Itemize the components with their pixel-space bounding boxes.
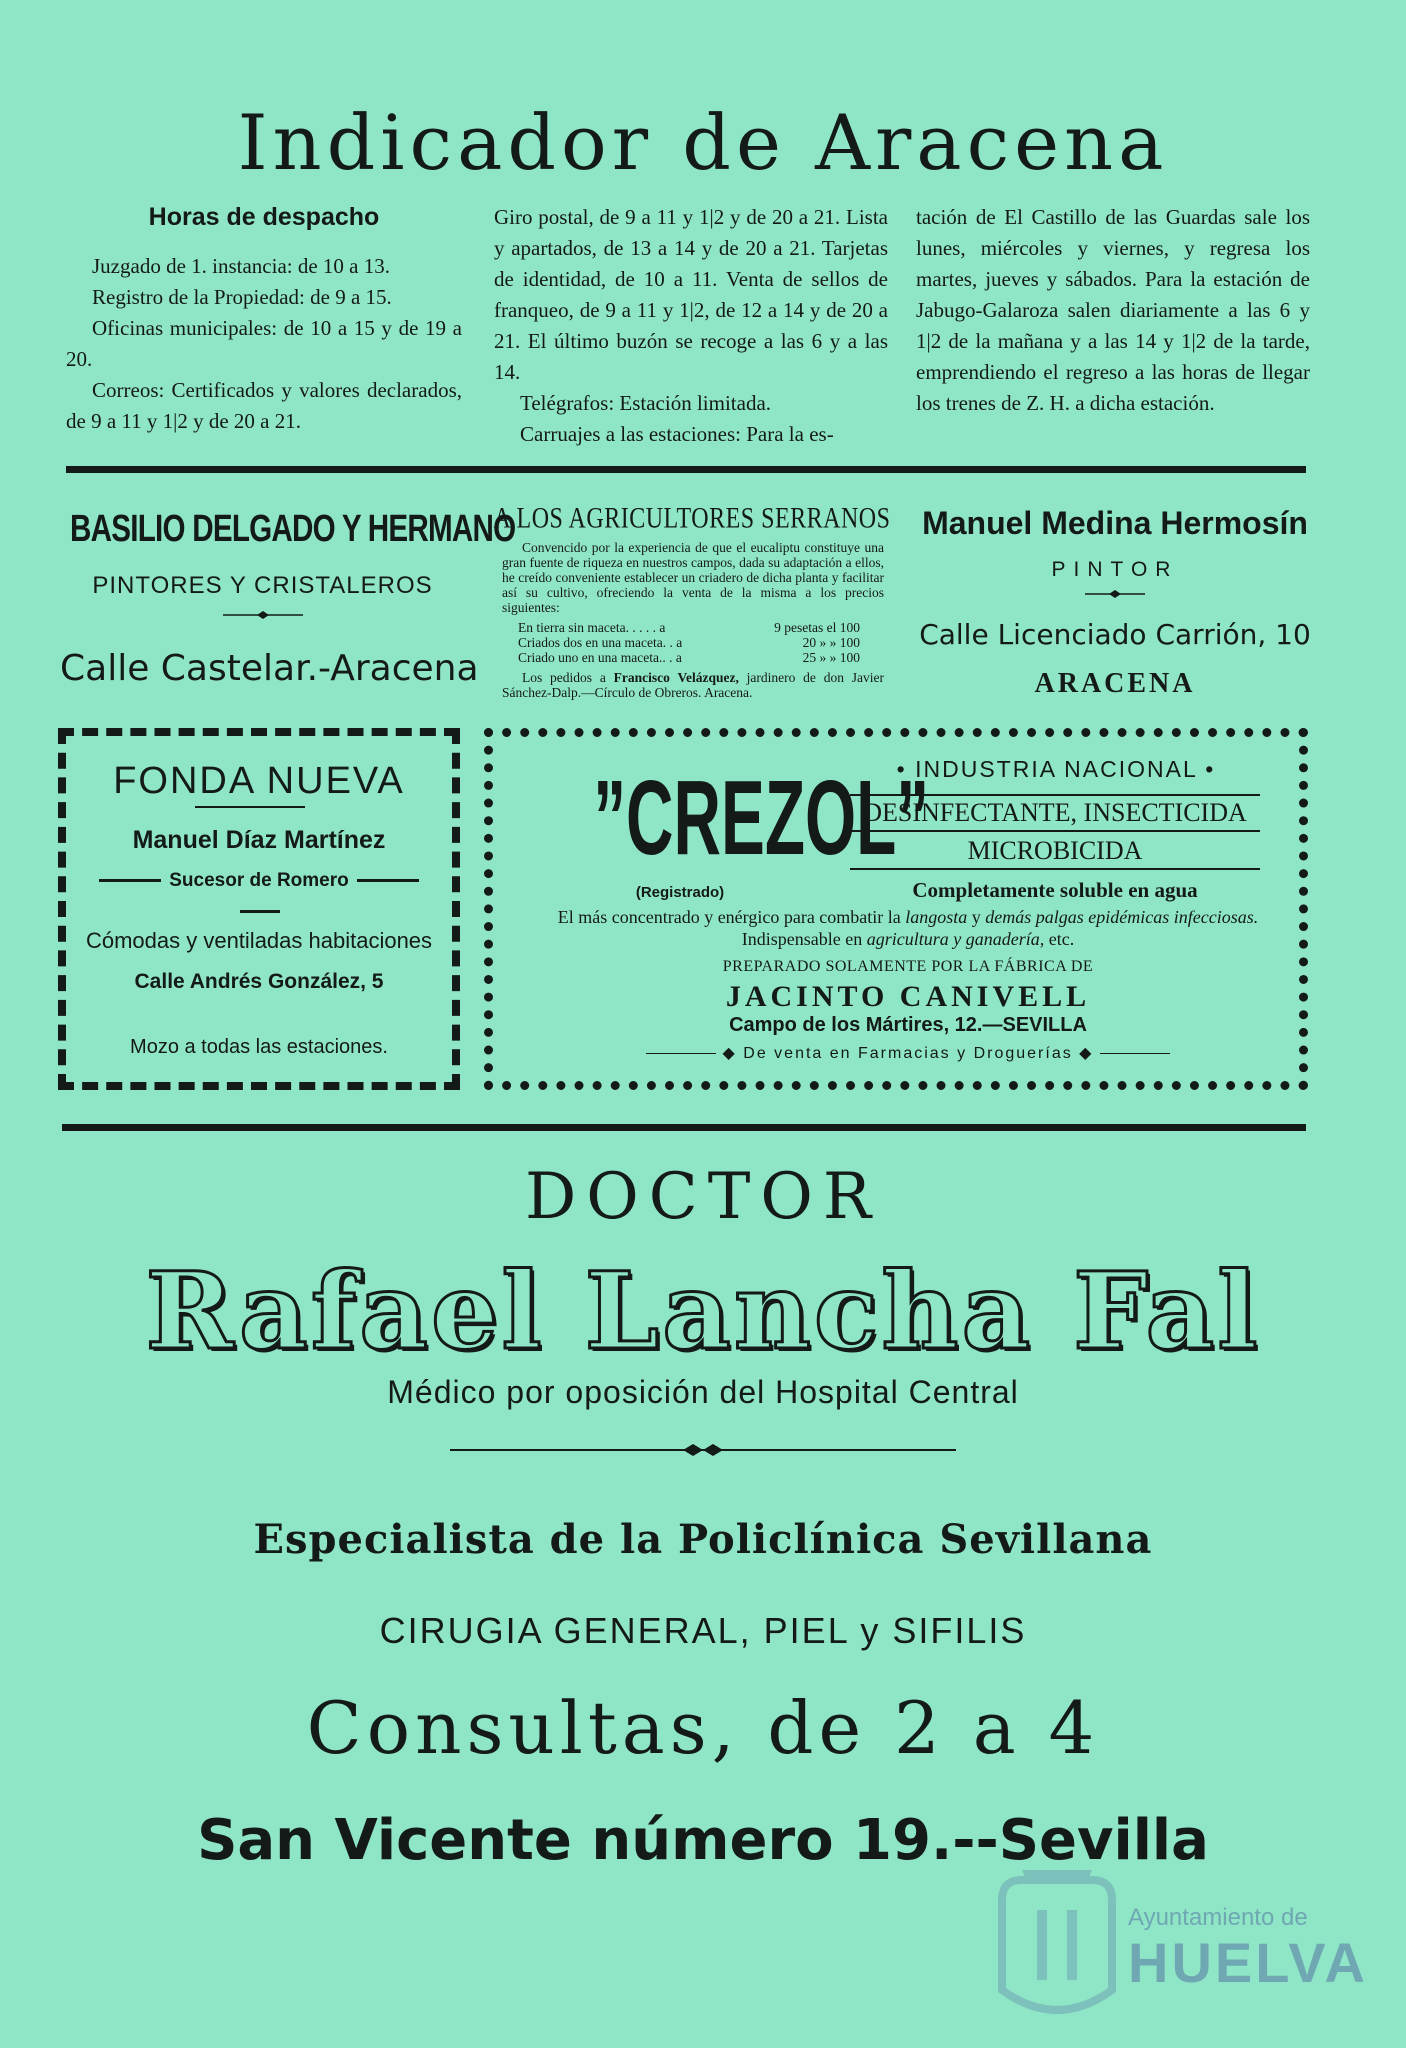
medina-city: ARACENA bbox=[1034, 668, 1196, 699]
agricultores-footer bbox=[502, 670, 884, 700]
horas-registro: Registro de la Propiedad: de 9 a 15. bbox=[92, 285, 392, 309]
price-row bbox=[518, 635, 860, 650]
price-label: Criado uno en una maceta.. . a bbox=[518, 650, 682, 665]
desc-italic: agricultura y ganadería, bbox=[866, 929, 1045, 949]
crezol-sale-text: De venta en Farmacias y Droguerías bbox=[743, 1045, 1073, 1062]
watermark-top: Ayuntamiento de bbox=[1128, 1904, 1308, 1931]
ornament-icon bbox=[910, 586, 1320, 604]
desc-text: y bbox=[967, 907, 986, 927]
footer-name: Francisco Velázquez, bbox=[613, 670, 739, 685]
medina-name: Manuel Medina Hermosín bbox=[922, 505, 1308, 541]
fonda-title-text: FONDA NUEVA bbox=[113, 760, 405, 802]
desc-text: Indispensable en bbox=[741, 929, 867, 949]
rule-right bbox=[357, 879, 419, 882]
divider-rule bbox=[66, 466, 1306, 473]
crezol-soluble: Completamente soluble en agua bbox=[912, 878, 1198, 902]
diamond-icon: ◆ bbox=[722, 1045, 737, 1062]
horas-correos: Correos: Certificados y valores declarados, de 9 a 11 y 1|2 y de 20 a 21. bbox=[66, 378, 462, 433]
crezol-factory: JACINTO CANIVELL bbox=[725, 980, 1091, 1013]
doctor-address: San Vicente número 19.--Sevilla bbox=[197, 1808, 1209, 1873]
horas-oficinas: Oficinas municipales: de 10 a 15 y de 19 a 20. bbox=[66, 316, 462, 371]
watermark-bottom: HUELVA bbox=[1128, 1931, 1368, 1994]
desc-text: etc. bbox=[1044, 929, 1075, 949]
indicador-column-1 bbox=[66, 202, 462, 437]
agricultores-price-list bbox=[518, 620, 860, 665]
agricultores-body: Convencido por la experiencia de que el eucaliptu constituye una gran fuente de riqueza en nuestros campos, dada su adaptación a ellos, he creído conveniente establecer un criadero de dicha planta y facilitar así su cultivo, ofreciendo la venta de la misma a los precios siguientes: bbox=[502, 540, 884, 615]
crezol-address: Campo de los Mártires, 12.—SEVILLA bbox=[729, 1014, 1087, 1036]
desc-italic: langosta bbox=[905, 907, 968, 927]
price-value: 20 » » 100 bbox=[802, 635, 860, 650]
fonda-owner: Manuel Díaz Martínez bbox=[132, 826, 386, 854]
rule-right bbox=[1100, 1053, 1170, 1054]
horas-carruajes: Carruajes a las estaciones: Para la es- bbox=[520, 422, 834, 446]
crezol-prepared: PREPARADO SOLAMENTE POR LA FÁBRICA DE bbox=[722, 958, 1094, 975]
price-value: 9 pesetas el 100 bbox=[774, 620, 860, 635]
crezol-description bbox=[540, 906, 1276, 950]
crezol-name: ”CREZOL” bbox=[593, 759, 930, 877]
horas-giro: Giro postal, de 9 a 11 y 1|2 y de 20 a 21. Lista y apartados, de 13 a 14 y de 20 a 21. Tarjetas de identidad, de 10 a 11. Venta de sellos de franqueo, de 9 a 11 y 1|2, de 12 a 14 y de 20 a 21. El último buzón se recoge a las 6 y a las 14. bbox=[494, 205, 888, 384]
ornament-icon bbox=[70, 607, 455, 625]
agricultores-title: A LOS AGRICULTORES SERRANOS bbox=[493, 502, 891, 536]
horas-juzgado: Juzgado de 1. instancia: de 10 a 13. bbox=[92, 254, 390, 278]
medina-address: Calle Licenciado Carrión, 10 bbox=[919, 618, 1311, 651]
crezol-desinfectante: DESINFECTANTE, INSECTICIDA bbox=[850, 794, 1260, 832]
indicador-column-2 bbox=[494, 202, 888, 450]
crezol-sale bbox=[540, 1043, 1276, 1063]
fonda-mozo: Mozo a todas las estaciones. bbox=[130, 1036, 388, 1058]
horas-telegrafos: Telégrafos: Estación limitada. bbox=[520, 391, 772, 415]
footer-text: Los pedidos a bbox=[522, 670, 614, 685]
rule-left bbox=[646, 1053, 716, 1054]
diamond-icon: ◆ bbox=[1079, 1045, 1094, 1062]
title-underline bbox=[195, 806, 305, 808]
doctor-specialty: Especialista de la Policlínica Sevillana bbox=[253, 1516, 1153, 1563]
horas-heading: Horas de despacho bbox=[148, 203, 380, 231]
fonda-rooms: Cómodas y ventiladas habitaciones bbox=[85, 928, 433, 953]
doctor-cirugia: CIRUGIA GENERAL, PIEL y SIFILIS bbox=[379, 1610, 1027, 1651]
doctor-consultas: Consultas, de 2 a 4 bbox=[306, 1686, 1100, 1770]
doctor-name: Rafael Lancha Fal bbox=[145, 1248, 1261, 1373]
indicador-column-3 bbox=[916, 202, 1310, 419]
indicador-title: Indicador de Aracena bbox=[237, 98, 1169, 187]
fonda-title bbox=[58, 760, 460, 803]
medina-subtitle: PINTOR bbox=[1051, 558, 1179, 581]
divider-rule bbox=[62, 1124, 1306, 1131]
footer-text: jardinero de don Javier Sánchez-Dalp.—Círculo de Obreros. Aracena. bbox=[502, 670, 884, 700]
doctor-subtitle: Médico por oposición del Hospital Central bbox=[387, 1374, 1019, 1410]
fonda-successor bbox=[58, 870, 460, 892]
price-value: 25 » » 100 bbox=[802, 650, 860, 665]
price-row bbox=[518, 650, 860, 665]
rule-left bbox=[99, 879, 161, 882]
fonda-successor-text: Sucesor de Romero bbox=[169, 870, 349, 891]
short-rule bbox=[240, 910, 280, 913]
price-label: En tierra sin maceta. . . . . a bbox=[518, 620, 666, 635]
basilio-address: Calle Castelar.-Aracena bbox=[60, 648, 479, 689]
desc-italic: demás palgas epidémicas infecciosas. bbox=[985, 907, 1259, 927]
ornament-icon bbox=[450, 1440, 956, 1460]
basilio-subtitle: PINTORES Y CRISTALEROS bbox=[92, 572, 433, 599]
desc-text: El más concentrado y enérgico para combatir la bbox=[557, 907, 906, 927]
doctor-title: DOCTOR bbox=[524, 1160, 882, 1234]
basilio-name: BASILIO DELGADO Y HERMANO bbox=[70, 508, 516, 550]
crezol-industria: • INDUSTRIA NACIONAL • bbox=[896, 756, 1216, 782]
price-row bbox=[518, 620, 860, 635]
horas-estaciones: tación de El Castillo de las Guardas sale los lunes, miércoles y viernes, y regresa los martes, jueves y sábados. Para la estación de Jabugo-Galaroza salen diariamente a las 6 y 1|2 de la mañana y a las 14 y 1|2 de la tarde, emprendiendo el regreso a las horas de llegar los trenes de Z. H. a dicha estación. bbox=[916, 205, 1310, 415]
crezol-registered: (Registrado) bbox=[635, 884, 725, 901]
fonda-address: Calle Andrés González, 5 bbox=[134, 970, 384, 993]
crezol-microbicida: MICROBICIDA bbox=[850, 836, 1260, 870]
price-label: Criados dos en una maceta. . a bbox=[518, 635, 683, 650]
